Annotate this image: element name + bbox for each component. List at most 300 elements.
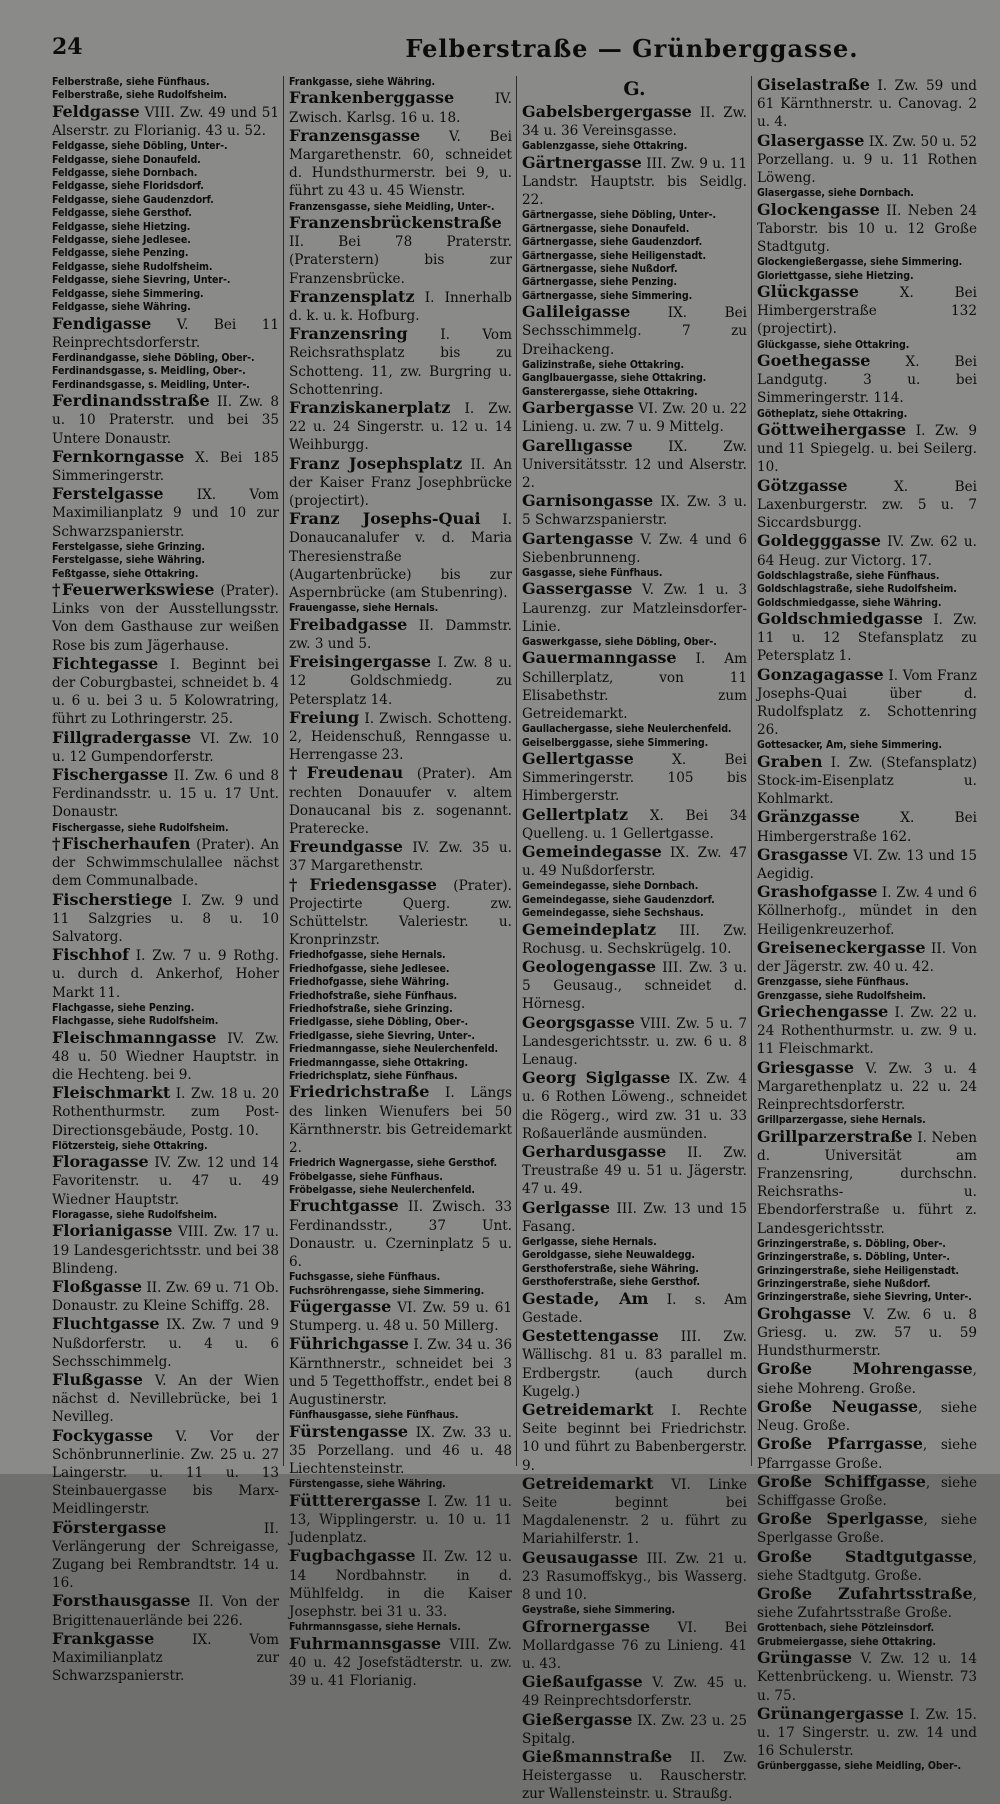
cross-reference-entry: Ganglbauergasse, siehe Ottakring. — [522, 372, 707, 385]
street-name: Getreidemarkt — [522, 1399, 654, 1419]
street-description: , siehe Pfarrgasse Große. — [757, 1437, 977, 1472]
street-name: Gestade, Am — [522, 1288, 649, 1308]
street-description: IV. Zw. 12 und 14 Favoritenstr. u. 47 u. 49 Wiedner Hauptstr. — [52, 1155, 279, 1208]
street-entry — [522, 154, 747, 210]
cross-reference-entry: Feßtgasse, siehe Ottakring. — [52, 567, 199, 580]
cross-reference-entry: Grinzingerstraße, s. Döbling, Ober-. — [757, 1237, 946, 1250]
street-description: , siehe Neug. Große. — [757, 1399, 978, 1435]
cross-reference-entry: Grillparzergasse, siehe Hernals. — [757, 1114, 926, 1127]
street-entry — [522, 806, 747, 843]
cross-reference-entry: Feldgasse, siehe Gersthof. — [52, 207, 192, 220]
street-entry — [289, 455, 512, 511]
cross-reference-entry: Glasergasse, siehe Dornbach. — [757, 187, 914, 200]
street-name: Fernkorngasse — [52, 446, 185, 466]
section-letter: G. — [623, 78, 646, 100]
street-entry — [757, 201, 977, 257]
cross-reference-entry: Glückgasse, siehe Ottakring. — [757, 338, 910, 351]
street-entry — [52, 485, 279, 541]
cross-reference-entry: Fuchsröhrengasse, siehe Simmering. — [289, 1284, 485, 1297]
street-entry — [757, 1510, 977, 1547]
street-description: VIII. Zw. 5 u. 7 Landesgerichtsstr. u. zw. 6 u. 8 Lenaug. — [522, 1015, 747, 1069]
street-entry — [522, 1290, 747, 1327]
street-entry — [52, 891, 279, 947]
street-entry — [52, 1592, 279, 1629]
cross-reference-entry: Friedhofgasse, siehe Währing. — [289, 976, 450, 989]
cross-reference-entry: Gemeindegasse, siehe Dornbach. — [522, 880, 699, 893]
street-name: Gerhardusgasse — [522, 1142, 667, 1162]
street-entry — [522, 1748, 747, 1804]
street-description: , siehe Stadtgutg. Große. — [757, 1549, 977, 1584]
street-entry — [52, 392, 279, 448]
street-description: VI. Zw. 59 u. 61 Stumperg. u. 48 u. 50 Millerg. — [289, 1300, 512, 1335]
street-name: Fugbachgasse — [289, 1546, 416, 1566]
cross-reference-entry: Gaullachergasse, siehe Neulerchenfeld. — [522, 723, 732, 736]
street-entry — [52, 1427, 279, 1519]
cross-reference-entry: Floragasse, siehe Rudolfsheim. — [52, 1208, 218, 1221]
street-description: I. Zw. 11 u. 12 Stefansplatz zu Petersplatz 1. — [757, 611, 977, 665]
street-description: II. Neben 24 Taborstr. bis 10 u. 12 Große Stadtgutg. — [757, 202, 977, 256]
street-name: Gestettengasse — [522, 1326, 659, 1346]
cross-reference-entry: Friedlgasse, siehe Döbling, Ober-. — [289, 1016, 468, 1029]
cross-reference-entry: Gerlgasse, siehe Hernals. — [522, 1236, 657, 1249]
cross-reference-entry: Ferdinandsgasse, s. Meidling, Unter-. — [52, 378, 250, 391]
street-entry — [289, 1335, 512, 1409]
cross-reference-entry: Grottenbach, siehe Pötzleinsdorf. — [757, 1622, 935, 1635]
street-description: IX. Zw. 3 u. 5 Schwarzspanierstr. — [522, 494, 747, 529]
street-name: Gonzagagasse — [757, 664, 884, 684]
street-description: , siehe Schiffgasse Große. — [757, 1474, 977, 1509]
street-entry — [522, 103, 747, 140]
street-description: I. Zw. 59 und 61 Kärnthnerstr. u. Canovag. 2 u. 4. — [757, 78, 977, 131]
street-description: X. Bei 34 Quelleng. u. 1 Gellertgasse. — [522, 807, 747, 842]
street-description: II. Zw. Heistergasse u. Rauscherstr. zur Wallensteinstr. u. Straußg. — [522, 1749, 747, 1803]
street-name: Gießergasse — [522, 1709, 633, 1729]
street-name: Freisingergasse — [289, 652, 432, 672]
page-header — [52, 34, 978, 70]
street-description: I. Vom Franz Josephs-Quai über d. Rudolfsplatz z. Schottenring 26. — [757, 667, 977, 739]
street-name: Getreidemarkt — [522, 1473, 654, 1493]
street-description: VIII. Zw. 17 u. 19 Landesgerichtsstr. und bei 38 Blindeng. — [52, 1224, 279, 1277]
street-name: Glasergasse — [757, 130, 865, 150]
street-name: Gassergasse — [522, 579, 633, 599]
street-name: Fleischmarkt — [52, 1083, 171, 1103]
street-entry — [757, 846, 977, 883]
street-entry — [757, 1305, 977, 1361]
street-description: I. Beginnt bei der Coburgbastei, schneidet b. 4 u. 6 u. bei 3 u. 5 Kolowratring, führt zu Lothringerstr. 25. — [52, 656, 279, 728]
cross-reference-entry: Feldgasse, siehe Dornbach. — [52, 167, 198, 180]
column-1 — [52, 76, 283, 1685]
cross-reference-entry: Goldschlagstraße, siehe Rudolfsheim. — [757, 583, 957, 596]
cross-reference-entry: Fuhrmannsgasse, siehe Hernals. — [289, 1621, 461, 1634]
cross-reference-entry: Feldgasse, siehe Rudolfsheim. — [52, 260, 213, 273]
street-name: Forsthausgasse — [52, 1591, 191, 1611]
street-entry — [52, 946, 279, 1002]
street-entry — [757, 1003, 977, 1059]
cross-reference-entry: Gärtnergasse, siehe Nußdorf. — [522, 263, 678, 276]
street-description: II. Zw. 6 und 8 Ferdinandsstr. u. 15 u. 17 Unt. Donaustr. — [52, 768, 279, 821]
cross-reference-entry: Feldgasse, siehe Donaufeld. — [52, 153, 201, 166]
street-entry — [289, 876, 512, 950]
cross-reference-entry: Feldgasse, siehe Jedlesee. — [52, 234, 191, 247]
street-description: VI. Linke Seite beginnt bei Magdalenenstr. 2 u. führt zu Mariahilferstr. 1. — [522, 1476, 747, 1548]
street-name: Franz Josephsplatz — [289, 453, 463, 473]
cross-reference-entry: Gemeindegasse, siehe Gaudenzdorf. — [522, 893, 715, 906]
street-description: IX. Zw. 23 u. 25 Spitalg. — [522, 1712, 747, 1747]
column-2 — [283, 76, 516, 1689]
street-name: Fendigasse — [52, 313, 152, 333]
street-entry — [522, 530, 747, 567]
street-name: Göttweihergasse — [757, 420, 907, 440]
street-name: Gabelsbergergasse — [522, 102, 692, 121]
cross-reference-entry: Fröbelgasse, siehe Fünfhaus. — [289, 1170, 443, 1183]
street-entry — [757, 477, 977, 533]
cross-reference-entry: Friedmanngasse, siehe Ottakring. — [289, 1056, 468, 1069]
street-description: IX. Zw. 7 und 9 Nußdorferstr. u. 4 u. 6 Sechsschimmelg. — [52, 1317, 279, 1370]
street-name: Feldgasse — [52, 101, 140, 121]
street-description: VI. Zw. 20 u. 22 Linieng. u. zw. 7 u. 9 Mittelg. — [522, 401, 747, 436]
street-description: IV. Zw. 62 u. 64 Heug. zur Victorg. 17. — [757, 534, 977, 569]
street-name: Frankenberggasse — [289, 88, 455, 108]
street-entry — [289, 1197, 512, 1271]
cross-reference-entry: Flachgasse, siehe Penzing. — [52, 1001, 195, 1014]
street-name: Fruchtgasse — [289, 1196, 399, 1216]
street-description: II. Zw. 12 u. 14 Nordbahnstr. in d. Mühlfeldg. in die Kaiser Josephstr. bei 31 u. 33. — [289, 1549, 512, 1620]
street-name: Gießmannstraße — [522, 1746, 673, 1766]
street-name: †Fischerhaufen — [52, 834, 191, 854]
street-description: IV. Zw. 48 u. 50 Wiedner Hauptstr. in die Hechteng. bei 9. — [52, 1030, 279, 1084]
street-name: Georg Siglgasse — [522, 1068, 671, 1088]
street-name: Gfrornergasse — [522, 1616, 651, 1636]
street-description: , siehe Mohreng. Große. — [757, 1362, 977, 1397]
street-name: Griechengasse — [757, 1002, 889, 1021]
street-entry — [522, 1618, 747, 1674]
street-entry — [289, 1492, 512, 1548]
street-description: IV. Zw. 35 u. 37 Margarethenstr. — [289, 840, 512, 875]
street-description: V. Bei Margarethenstr. 60, schneidet d. Hundsthurmerstr. bei 9, u. führt zu 43 u. 45 Wienstr. — [289, 128, 512, 200]
street-description: III. Zw. Rochusg. u. Sechskrügelg. 10. — [522, 922, 747, 957]
cross-reference-entry: Friedrich Wagnergasse, siehe Gersthof. — [289, 1157, 498, 1170]
street-description: (Prater). Links von der Ausstellungsstr. Von dem Gasthause zur weißen Rose bis zum Jägerhause. — [52, 582, 279, 654]
street-name: Grashofgasse — [757, 882, 878, 902]
street-name: Fluchtgasse — [52, 1314, 160, 1334]
street-name: Gemeindegasse — [522, 841, 662, 861]
street-name: Giselastraße — [757, 75, 870, 94]
street-description: VI. Bei Mollardgasse 76 zu Linieng. 41 u. 43. — [522, 1619, 747, 1672]
street-entry — [52, 766, 279, 822]
street-description: II. Von der Brigittenauerlände bei 226. — [52, 1594, 279, 1629]
street-name: Große Mohrengasse — [757, 1359, 973, 1379]
street-entry — [757, 808, 977, 845]
street-entry — [522, 303, 747, 359]
street-entry — [757, 1059, 977, 1115]
street-entry — [289, 89, 512, 126]
cross-reference-entry: Gärtnergasse, siehe Donaufeld. — [522, 222, 690, 235]
street-entry — [289, 127, 512, 201]
street-name: Franzensgasse — [289, 125, 421, 145]
street-name: Fuhrmannsgasse — [289, 1633, 442, 1653]
street-name: Gerlgasse — [522, 1197, 611, 1217]
street-entry — [289, 616, 512, 653]
street-description: V. Vor der Schönbrunnerlinie. Zw. 25 u. 27 Laingerstr. u. 11 u. 13 Steinbauergasse bis Marx-Meidlingerstr. — [52, 1428, 279, 1518]
street-entry — [289, 399, 512, 455]
street-entry — [52, 655, 279, 729]
columns — [52, 75, 978, 1803]
cross-reference-entry: Grubmeiergasse, siehe Ottakring. — [757, 1635, 936, 1648]
street-entry — [757, 532, 977, 569]
column-4 — [751, 75, 978, 1773]
street-name: Grünangergasse — [757, 1703, 904, 1723]
cross-reference-entry: Frauengasse, siehe Hernals. — [289, 602, 439, 615]
cross-reference-entry: Felberstraße, siehe Rudolfsheim. — [52, 89, 227, 102]
street-description: I. Donaucanalufer v. d. Maria Theresienstraße (Augartenbrücke) bis zur Aspernbrücke (am Stubenring). — [289, 512, 512, 602]
street-name: Galileigasse — [522, 302, 631, 322]
column-divider — [283, 76, 284, 1466]
street-description: I. Zw. 7 u. 9 Rothg. u. durch d. Ankerhof, Hoher Markt 11. — [52, 948, 279, 1001]
street-entry — [52, 729, 279, 766]
street-description: II. Zw. Treustraße 49 u. 51 u. Jägerstr. 47 u. 49. — [522, 1145, 747, 1198]
street-entry — [52, 315, 279, 352]
street-entry — [522, 1327, 747, 1401]
street-entry — [757, 421, 977, 477]
street-entry — [289, 709, 512, 765]
street-name: Goldschmiedgasse — [757, 608, 924, 628]
street-description: II. Zw. 8 u. 10 Praterstr. und bei 35 Untere Donaustr. — [52, 394, 279, 447]
street-name: Fischerstiege — [52, 889, 173, 909]
street-description: I. Zw. 4 und 6 Köllnerhofg., mündet in den Heiligenkreuzerhof. — [757, 885, 977, 938]
street-description: III. Zw. 9 u. 11 Landstr. Hauptstr. bis Seidlg. 22. — [522, 155, 747, 209]
street-description: V. Zw. 6 u. 8 Griesg. u. zw. 57 u. 59 Hundsthurmerstr. — [757, 1306, 977, 1360]
street-name: Gartengasse — [522, 528, 634, 548]
street-entry — [52, 581, 279, 655]
street-description: (Prater). Am rechten Donauufer v. altem Donaucanal bis z. sogenannt. Praterecke. — [289, 766, 512, 837]
street-description: V. Zw. 12 u. 14 Kettenbrückeng. u. Wienstr. 73 u. 75. — [757, 1651, 977, 1704]
street-description: V. Zw. 1 u. 3 Laurenzg. zur Matzleinsdorfer-Linie. — [522, 582, 747, 635]
cross-reference-entry: Geystraße, siehe Simmering. — [522, 1604, 676, 1617]
street-name: Gellertplatz — [522, 804, 629, 824]
street-name: Geusaugasse — [522, 1547, 639, 1567]
cross-reference-entry: Gärtnergasse, siehe Döbling, Unter-. — [522, 209, 717, 222]
cross-reference-entry: Gärtnergasse, siehe Heiligenstadt. — [522, 249, 707, 262]
street-name: Garellıgasse — [522, 435, 633, 455]
street-description: X. Bei Himbergerstraße 132 (projectirt). — [757, 285, 977, 338]
street-description: VI. Zw. 13 und 15 Aegidig. — [757, 847, 977, 882]
street-entry — [289, 653, 512, 709]
street-name: Garbergasse — [522, 398, 635, 418]
street-name: Freibadgasse — [289, 614, 408, 634]
cross-reference-entry: Felberstraße, siehe Fünfhaus. — [52, 76, 210, 88]
cross-reference-entry: Fröbelgasse, siehe Neulerchenfeld. — [289, 1184, 475, 1197]
street-entry — [757, 1360, 977, 1397]
street-description: I. Neben d. Universität am Franzensring, durchschn. Reichsraths- u. Ebendorferstraße u. führt z. Landesgerichtsstr. — [757, 1129, 977, 1237]
street-name: Frankgasse — [52, 1628, 155, 1648]
cross-reference-entry: Fuchsgasse, siehe Fünfhaus. — [289, 1271, 441, 1284]
street-entry — [522, 399, 747, 436]
street-description: VIII. Zw. 40 u. 42 Josefstädterstr. u. zw. 39 u. 41 Florianig. — [289, 1636, 512, 1689]
street-entry — [289, 288, 512, 325]
cross-reference-entry: Feldgasse, siehe Sievring, Unter-. — [52, 274, 231, 287]
street-name: Freiung — [289, 707, 360, 727]
street-name: Füttterergasse — [289, 1490, 421, 1510]
cross-reference-entry: Gärtnergasse, siehe Simmering. — [522, 289, 693, 302]
street-description: III. Zw. Wällischg. 81 u. 83 parallel m. Erdbergstr. (auch durch Kugelg.) — [522, 1329, 747, 1400]
street-name: Götzgasse — [757, 475, 848, 495]
street-entry — [289, 764, 512, 838]
street-name: Grasgasse — [757, 844, 849, 864]
street-name: Franziskanerplatz — [289, 398, 451, 418]
street-entry — [522, 750, 747, 806]
street-description: X. Bei Laxenburgerstr. zw. 5 u. 7 Siccardsburgg. — [757, 478, 977, 532]
street-entry — [522, 1143, 747, 1199]
cross-reference-entry: Gemeindegasse, siehe Sechshaus. — [522, 907, 704, 920]
street-description: IX. Vom Maximilianplatz zur Schwarzspanierstr. — [52, 1631, 279, 1685]
street-description: IV. Zwisch. Karlsg. 16 u. 18. — [289, 91, 512, 126]
cross-reference-entry: Grinzingerstraße, siehe Sievring, Unter-. — [757, 1291, 972, 1304]
street-description: IX. Zw. 4 u. 6 Rothen Löweng., schneidet die Rögerg., wird zw. 31 u. 33 Roßauerlände ausmünden. — [522, 1071, 747, 1142]
street-entry — [52, 1278, 279, 1315]
cross-reference-entry: Feldgasse, siehe Hietzing. — [52, 220, 191, 233]
street-description: I. Am Schillerplatz, von 11 Elisabethstr. zum Getreidemarkt. — [522, 651, 747, 722]
street-description: IX. Zw. Universitätsstr. 12 und Alserstr. 2. — [522, 438, 747, 491]
street-entry — [522, 1014, 747, 1070]
street-entry — [52, 1371, 279, 1427]
street-description: X. Bei Simmeringerstr. 105 bis Himbergerstr. — [522, 751, 747, 805]
street-name: Floßgasse — [52, 1276, 143, 1296]
street-entry — [289, 325, 512, 399]
cross-reference-entry: Gasgasse, siehe Fünfhaus. — [522, 566, 663, 579]
street-entry — [52, 835, 279, 891]
street-description: V. Bei 11 Reinprechtsdorferstr. — [52, 316, 279, 351]
street-name: Grüngasse — [757, 1648, 853, 1668]
street-name: †Freudenau — [289, 763, 404, 783]
street-entry — [522, 1401, 747, 1475]
street-name: Georgsgasse — [522, 1012, 635, 1032]
column-divider — [516, 76, 517, 1466]
street-description: I. Zw. 18 u. 20 Rothenthurmstr. zum Post-Directionsgebäude, Postg. 10. — [52, 1086, 279, 1139]
cross-reference-entry: Ferdinandsgasse, s. Meidling, Ober-. — [52, 365, 246, 378]
street-entry — [522, 1199, 747, 1236]
street-name: Flußgasse — [52, 1369, 143, 1389]
street-entry — [757, 753, 977, 809]
cross-reference-entry: Gansterergasse, siehe Ottakring. — [522, 385, 698, 398]
street-entry — [757, 283, 977, 339]
street-description: , siehe Sperlgasse Große. — [757, 1512, 977, 1547]
street-name: Gauermanngasse — [522, 648, 677, 668]
street-description: III. Zw. 21 u. 23 Rasumoffskyg., bis Wasserg. 8 und 10. — [522, 1550, 747, 1603]
street-description: II. Von der Jägerstr. zw. 40 u. 42. — [757, 940, 977, 975]
street-entry — [52, 1029, 279, 1085]
street-entry — [289, 1083, 512, 1157]
cross-reference-entry: Fünfhausgasse, siehe Fünfhaus. — [289, 1409, 459, 1422]
street-description: II. Bei 78 Praterstr. (Praterstern) bis zur Franzensbrücke. — [289, 234, 512, 287]
street-entry — [52, 1222, 279, 1278]
cross-reference-entry: Ferstelgasse, siehe Währing. — [52, 554, 205, 567]
street-name: Franzensplatz — [289, 286, 415, 306]
cross-reference-entry: Friedrichsplatz, siehe Fünfhaus. — [289, 1070, 458, 1083]
street-description: II. Dammstr. zw. 3 und 5. — [289, 617, 512, 652]
cross-reference-entry: Goldschmiedgasse, siehe Währing. — [757, 596, 942, 609]
street-name: Große Zufahrtsstraße — [757, 1583, 973, 1603]
cross-reference-entry: Friedhofgasse, siehe Hernals. — [289, 949, 446, 962]
street-name: Grillparzerstraße — [757, 1126, 913, 1146]
page-number: 24 — [52, 34, 83, 60]
street-entry — [289, 1547, 512, 1621]
street-name: Franzensring — [289, 324, 408, 344]
street-entry — [522, 843, 747, 880]
street-entry — [522, 958, 747, 1014]
street-name: Freundgasse — [289, 837, 403, 857]
street-description: II. Zwisch. 33 Ferdinandsstr., 37 Unt. Donaustr. u. Czerninplatz 5 u. 6. — [289, 1199, 512, 1271]
street-name: Große Neugasse — [757, 1396, 919, 1416]
running-title: Felberstraße — Grünberggasse. — [405, 34, 859, 63]
cross-reference-entry: Geroldgasse, siehe Neuwaldegg. — [522, 1249, 695, 1262]
cross-reference-entry: Geiselberggasse, siehe Simmering. — [522, 736, 709, 749]
cross-reference-entry: Gloriettgasse, siehe Hietzing. — [757, 269, 914, 282]
street-description: VI. Zw. 10 u. 12 Gumpendorferstr. — [52, 730, 279, 765]
cross-reference-entry: Fischergasse, siehe Rudolfsheim. — [52, 821, 229, 834]
street-description: V. Zw. 3 u. 4 Margarethenplatz u. 22 u. 24 Reinprechtsdorferstr. — [757, 1060, 977, 1114]
street-entry — [52, 1153, 279, 1209]
street-name: Griesgasse — [757, 1057, 855, 1077]
street-description: II. Zw. 69 u. 71 Ob. Donaustr. zu Kleine Schiffg. 28. — [52, 1279, 279, 1315]
cross-reference-entry: Gersthoferstraße, siehe Gersthof. — [522, 1276, 700, 1289]
street-entry — [757, 76, 977, 132]
street-name: Fürstengasse — [289, 1421, 409, 1441]
street-description: I. Zw. 9 und 11 Spiegelg. u. bei Seilerg. 10. — [757, 423, 977, 476]
street-entry — [522, 437, 747, 493]
street-name: Fügergasse — [289, 1297, 392, 1317]
street-description: , siehe Zufahrtsstraße Große. — [757, 1586, 977, 1622]
street-description: I. Längs des linken Wienufers bei 50 Kärnthnerstr. bis Getreidemarkt 2. — [289, 1085, 512, 1157]
street-name: Gränzgasse — [757, 807, 860, 827]
street-description: I. Zwisch. Schotteng. 2, Heidenschuß, Renngasse u. Herrengasse 23. — [289, 710, 512, 764]
street-entry — [289, 838, 512, 875]
street-entry — [52, 103, 279, 140]
street-name: Förstergasse — [52, 1517, 167, 1537]
cross-reference-entry: Franzensgasse, siehe Meidling, Unter-. — [289, 200, 495, 213]
street-entry — [522, 580, 747, 636]
street-name: Greiseneckergasse — [757, 937, 926, 957]
street-entry — [757, 939, 977, 976]
street-name: Fischhof — [52, 945, 130, 965]
cross-reference-entry: Frankgasse, siehe Währing. — [289, 76, 436, 88]
street-entry — [757, 1128, 977, 1238]
cross-reference-entry: Grinzingerstraße, siehe Heiligenstadt. — [757, 1264, 959, 1277]
street-name: Gießaufgasse — [522, 1672, 643, 1692]
cross-reference-entry: Friedlgasse, siehe Sievring, Unter-. — [289, 1029, 475, 1042]
street-name: Gärtnergasse — [522, 152, 642, 172]
street-entry — [52, 1084, 279, 1140]
cross-reference-entry: Grinzingerstraße, s. Döbling, Unter-. — [757, 1251, 950, 1264]
cross-reference-entry: Feldgasse, siehe Floridsdorf. — [52, 180, 204, 193]
cross-reference-entry: Gärtnergasse, siehe Gaudenzdorf. — [522, 236, 703, 249]
street-description: IX. Zw. 50 u. 52 Porzellang. u. 9 u. 11 Rothen Löweng. — [757, 133, 977, 187]
street-entry — [757, 1705, 977, 1761]
street-name: Fichtegasse — [52, 653, 159, 673]
street-entry — [522, 1711, 747, 1748]
street-entry — [289, 1423, 512, 1479]
street-name: Führichgasse — [289, 1334, 409, 1354]
street-entry — [289, 214, 512, 288]
street-description: II. An der Kaiser Franz Josephbrücke (projectirt). — [289, 456, 512, 510]
street-name: Große Pfarrgasse — [757, 1434, 923, 1454]
street-description: I. Zw. 9 und 11 Salzgries u. 8 u. 10 Salvatorg. — [52, 892, 279, 946]
street-description: I. Zw. 22 u. 24 Rothenthurmstr. u. zw. 9 u. 11 Fleischmarkt. — [757, 1005, 977, 1058]
street-name: Gellertgasse — [522, 748, 634, 768]
street-description: I. Zw. 8 u. 12 Goldschmiedg. zu Petersplatz 14. — [289, 655, 512, 708]
street-entry — [757, 1398, 977, 1435]
street-entry — [522, 1475, 747, 1549]
street-entry — [757, 883, 977, 939]
